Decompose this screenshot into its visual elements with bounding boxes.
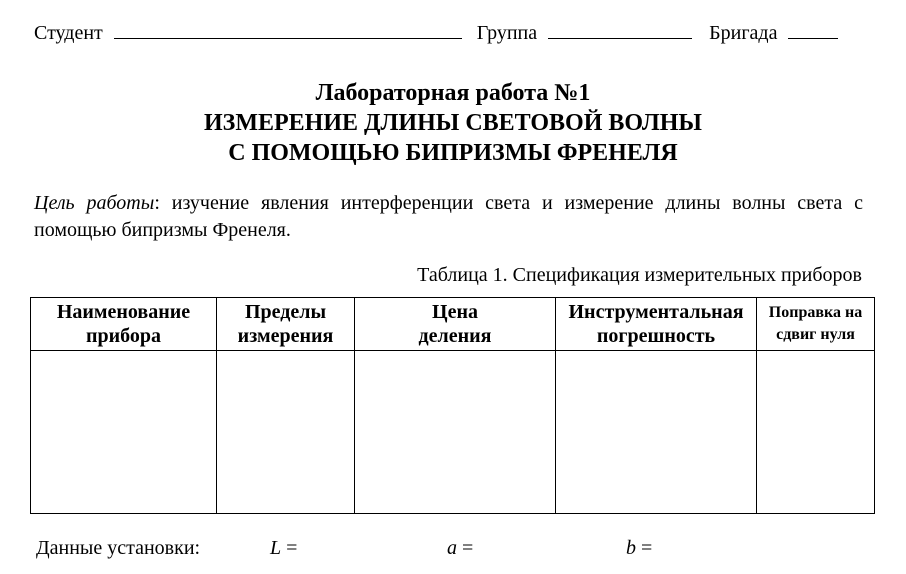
table-caption: Таблица 1. Спецификация измерительных приборов bbox=[417, 264, 862, 286]
lab-subtitle-line1: ИЗМЕРЕНИЕ ДЛИНЫ СВЕТОВОЙ ВОЛНЫ bbox=[204, 110, 702, 136]
brigade-field[interactable] bbox=[788, 22, 838, 39]
table-header-row bbox=[31, 298, 875, 351]
lab-title: Лабораторная работа №1 bbox=[315, 80, 591, 106]
col-header-zero-offset: Поправка на сдвиг нуля bbox=[757, 298, 875, 351]
student-info-row bbox=[34, 22, 838, 45]
lab-subtitle-line2: С ПОМОЩЬЮ БИПРИЗМЫ ФРЕНЕЛЯ bbox=[228, 140, 678, 166]
brigade-label: Бригада bbox=[709, 22, 778, 44]
student-label: Студент bbox=[34, 22, 103, 44]
col-header-measurement-limits: Пределы измерения bbox=[217, 298, 355, 351]
student-name-field[interactable] bbox=[114, 22, 462, 39]
goal-label: Цель работы bbox=[34, 192, 155, 214]
col-header-instrument-name: Наименование прибора bbox=[31, 298, 217, 351]
param-L: L = bbox=[270, 537, 298, 559]
table-row bbox=[31, 351, 875, 514]
group-label: Группа bbox=[476, 22, 538, 44]
param-b: b = bbox=[626, 537, 653, 559]
goal-paragraph bbox=[34, 190, 863, 244]
instruments-spec-table bbox=[30, 297, 875, 514]
param-a: a = bbox=[447, 537, 474, 559]
cell-zero-offset[interactable] bbox=[757, 351, 875, 514]
col-header-division-value: Цена деления bbox=[355, 298, 556, 351]
goal-text: : изучение явления интерференции света и измерение длины волны света с помощью бипризмы Френеля. bbox=[34, 192, 863, 241]
cell-instrumental-error[interactable] bbox=[556, 351, 757, 514]
cell-instrument-name[interactable] bbox=[31, 351, 217, 514]
setup-data-label: Данные установки: bbox=[36, 537, 201, 559]
col-header-instrumental-error: Инструментальная погрешность bbox=[556, 298, 757, 351]
cell-division-value[interactable] bbox=[355, 351, 556, 514]
cell-measurement-limits[interactable] bbox=[217, 351, 355, 514]
group-field[interactable] bbox=[548, 22, 692, 39]
